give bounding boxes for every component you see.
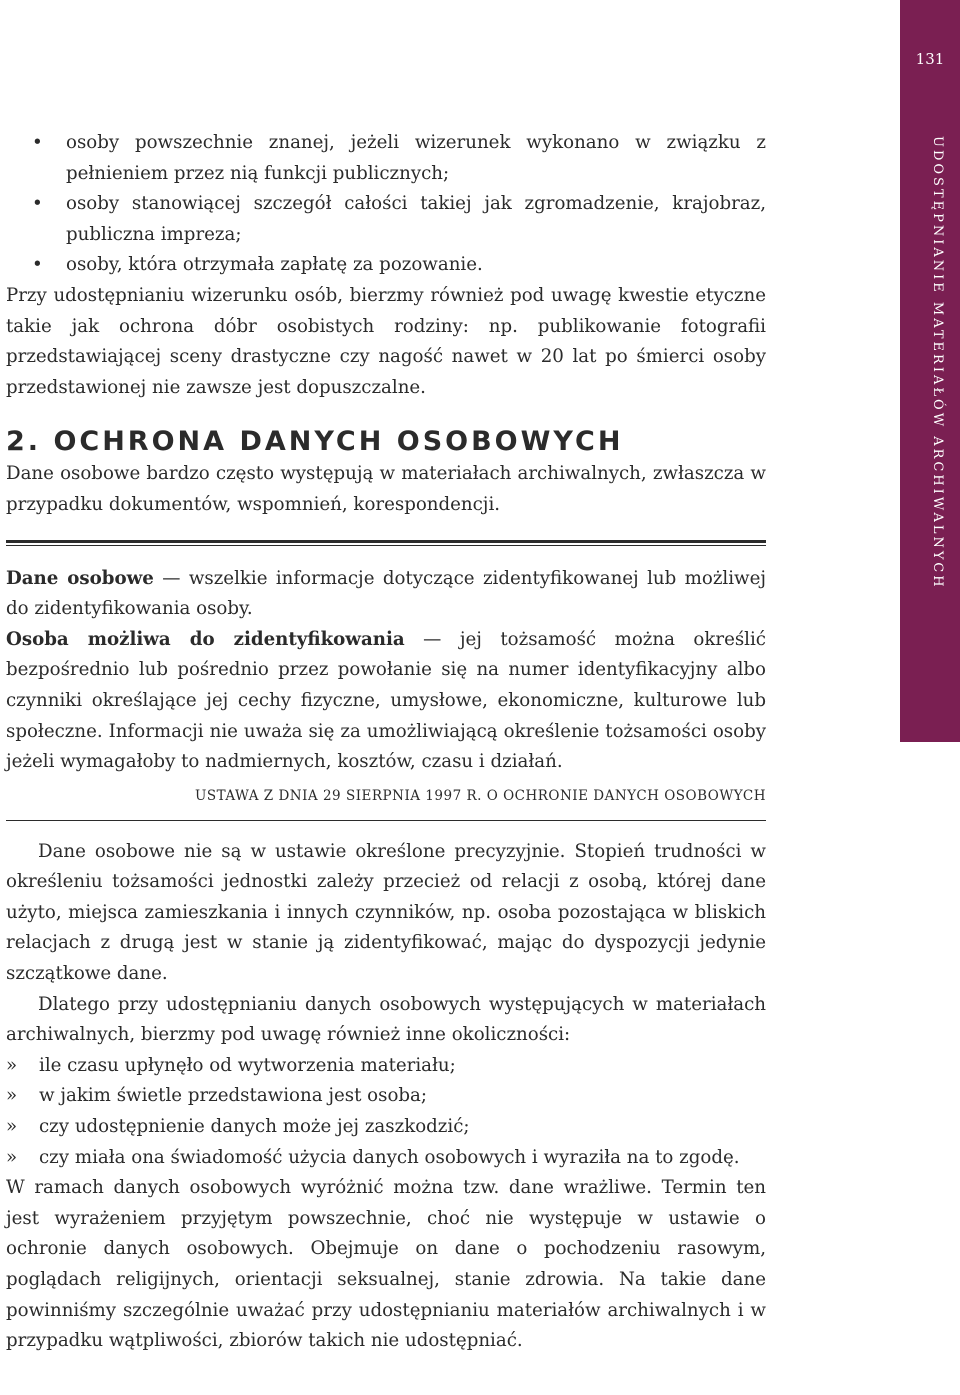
list-item (6, 1051, 766, 1082)
section-intro: Dane osobowe bardzo często występują w materiałach archiwalnych, zwłaszcza w przypadku dokumentów, wspomnień, korespondencji. (6, 463, 766, 515)
list-item (6, 250, 766, 281)
definition-personal-data (6, 564, 766, 625)
definition-text: — jej tożsamość można określić bezpośrednio lub pośrednio przez powołanie się na numer identyfikacyjny albo czynniki określające jej cechy fizyczne, umysłowe, ekonomiczne, kulturowe lub społeczne. Informacji nie uważa się za umożliwiającą określenie tożsamości osoby jeżeli wymagałoby to nadmiernych, kosztów, czasu i działań. (6, 628, 766, 773)
list-item-text: w jakim świetle przedstawiona jest osoba; (39, 1085, 428, 1107)
definition-box (6, 564, 766, 806)
list-mark: » (6, 1085, 18, 1107)
precision-paragraph: Dane osobowe nie są w ustawie określone precyzyjnie. Stopień trudności w określeniu tożsamości jednostki zależy przecież od relacji z osobą, której dane użyto, miejsca zamieszkania i innych czynników, np. osoba pozostająca w bliskich relacjach z drugą jest w stanie ją zidentyfikować, mając do dyspozycji jedynie szczątkowe dane. (6, 840, 766, 985)
list-item (6, 1081, 766, 1112)
double-rule-divider (6, 540, 766, 546)
section-heading: 2. OCHRONA DANYCH OSOBOWYCH (6, 426, 624, 458)
bullet-mark: • (32, 193, 43, 215)
definition-term: Osoba możliwa do zidentyfikowania (6, 628, 405, 650)
definition-source: USTAWA Z DNIA 29 SIERPNIA 1997 R. O OCHRONIE DANYCH OSOBOWYCH (194, 787, 766, 804)
list-item (6, 189, 766, 250)
page-number: 131 (915, 50, 945, 68)
bullet-mark: • (32, 254, 43, 276)
list-mark: » (6, 1146, 18, 1168)
list-item-text: osoby, która otrzymała zapłatę za pozowanie. (66, 254, 483, 276)
bullet-mark: • (32, 132, 43, 153)
bullet-list (6, 128, 766, 281)
list-mark: » (6, 1054, 18, 1076)
definition-text: — wszelkie informacje dotyczące zidentyfikowanej lub możliwej do zidentyfikowania osoby. (6, 567, 766, 620)
list-item-text: osoby stanowiącej szczegół całości takiej jak zgromadzenie, krajobraz, publiczna impreza; (66, 193, 766, 245)
page-content (6, 128, 766, 1357)
sensitive-data-paragraph: W ramach danych osobowych wyróżnić można tzw. dane wrażliwe. Termin ten jest wyrażeniem przyjętym powszechnie, choć nie występuje w ustawie o ochronie danych osobowych. Obejmuje on dane o pochodzeniu rasowym, poglądach religijnych, orientacji seksualnej, stanie zdrowia. Na takie dane powinniśmy szczególnie uważać przy udostępnianiu materiałów archiwalnych i w przypadku wątpliwości, zbiorów takich nie udostępniać. (6, 1177, 766, 1352)
list-item (6, 128, 766, 189)
definition-identifiable-person (6, 625, 766, 778)
list-item (6, 1143, 766, 1174)
definition-term: Dane osobowe (6, 567, 154, 589)
therefore-paragraph: Dlatego przy udostępnianiu danych osobowych występujących w materiałach archiwalnych, bierzmy pod uwagę również inne okoliczności: (6, 993, 766, 1046)
circumstances-list (6, 1051, 766, 1173)
list-mark: » (6, 1116, 18, 1138)
list-item-text: osoby powszechnie znanej, jeżeli wizerunek wykonano w związku z pełnieniem przez nią funkcji publicznych; (66, 132, 766, 184)
ethics-paragraph: Przy udostępnianiu wizerunku osób, bierzmy również pod uwagę kwestie etyczne takie jak ochrona dóbr osobistych rodziny: np. publikowanie fotografii przedstawiającej sceny drastyczne czy nagość nawet w 20 lat po śmierci osoby przedstawionej nie zawsze jest dopuszczalne. (6, 284, 766, 398)
rule-divider (6, 820, 766, 821)
chapter-sidebar (900, 0, 960, 742)
list-item-text: czy udostępnienie danych może jej zaszkodzić; (39, 1116, 470, 1138)
list-item (6, 1112, 766, 1143)
running-head: UDOSTĘPNIANIE MATERIAŁÓW ARCHIWALNYCH (930, 136, 945, 590)
list-item-text: ile czasu upłynęło od wytworzenia materiału; (39, 1054, 456, 1076)
list-item-text: czy miała ona świadomość użycia danych osobowych i wyraziła na to zgodę. (39, 1146, 740, 1168)
